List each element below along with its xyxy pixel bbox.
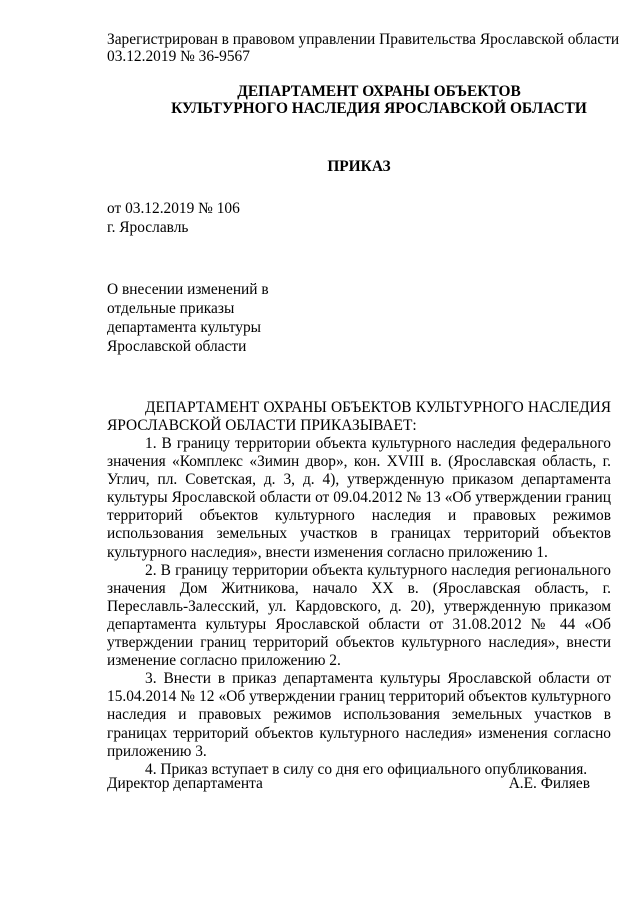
order-subject [107, 280, 611, 356]
order-city: г. Ярославль [107, 218, 189, 236]
department-title [107, 83, 611, 118]
signature-block [107, 775, 590, 793]
subject-line: отдельные приказы [107, 299, 235, 317]
registration-line: Зарегистрирован в правовом управлении Правительства Ярославской области [107, 31, 620, 48]
registration-date-number: 03.12.2019 № 36-9567 [107, 48, 250, 66]
order-item-2: 2. В границу территории объекта культурного наследия регионального значения Дом Житникова, начало XX в. (Ярославская область, г. Переславль-Залесский, ул. Кардовского, д. 20), утвержденную приказом департамента культуры Ярославской области от 31.08.2012 № 44 «Об утверждении границ территорий объектов культурного наследия», внести изменение согласно приложению 2. [107, 561, 611, 670]
order-preamble: ДЕПАРТАМЕНТ ОХРАНЫ ОБЪЕКТОВ КУЛЬТУРНОГО НАСЛЕДИЯ ЯРОСЛАВСКОЙ ОБЛАСТИ ПРИКАЗЫВАЕТ: [107, 398, 611, 434]
department-title-line-2: КУЛЬТУРНОГО НАСЛЕДИЯ ЯРОСЛАВСКОЙ ОБЛАСТИ [171, 100, 587, 118]
signatory-name: А.Е. Филяев [508, 775, 590, 792]
document-type-title: ПРИКАЗ [327, 157, 391, 175]
order-item-4: 4. Приказ вступает в силу со дня его официального опубликования. [145, 760, 588, 778]
subject-line: департамента культуры [107, 318, 262, 336]
department-title-line-1: ДЕПАРТАМЕНТ ОХРАНЫ ОБЪЕКТОВ [237, 82, 521, 100]
order-item-1: 1. В границу территории объекта культурного наследия федерального значения «Комплекс «Зимин двор», кон. XVIII в. (Ярославская область, г. Углич, пл. Советская, д. 3, д. 4), утвержденную приказом департамента культуры Ярославской области от 09.04.2012 № 13 «Об утверждении границ территорий объектов культурного наследия и правовых режимов использования земельных участков в границах территорий объектов культурного наследия», внести изменения согласно приложению 1. [107, 435, 611, 561]
order-date-number: от 03.12.2019 № 106 [107, 199, 240, 217]
order-meta [107, 199, 611, 237]
document-page [107, 31, 620, 779]
subject-line: О внесении изменений в [107, 280, 269, 298]
signatory-position: Директор департамента [107, 775, 263, 792]
registration-note [107, 31, 620, 66]
order-item-3: 3. Внести в приказ департамента культуры Ярославской области от 15.04.2014 № 12 «Об утверждении границ территорий объектов культурного наследия и правовых режимов использования земельных участков в границах территорий объектов культурного наследия» изменения согласно приложению 3. [107, 670, 611, 760]
subject-line: Ярославской области [107, 337, 247, 355]
order-body [107, 399, 611, 779]
